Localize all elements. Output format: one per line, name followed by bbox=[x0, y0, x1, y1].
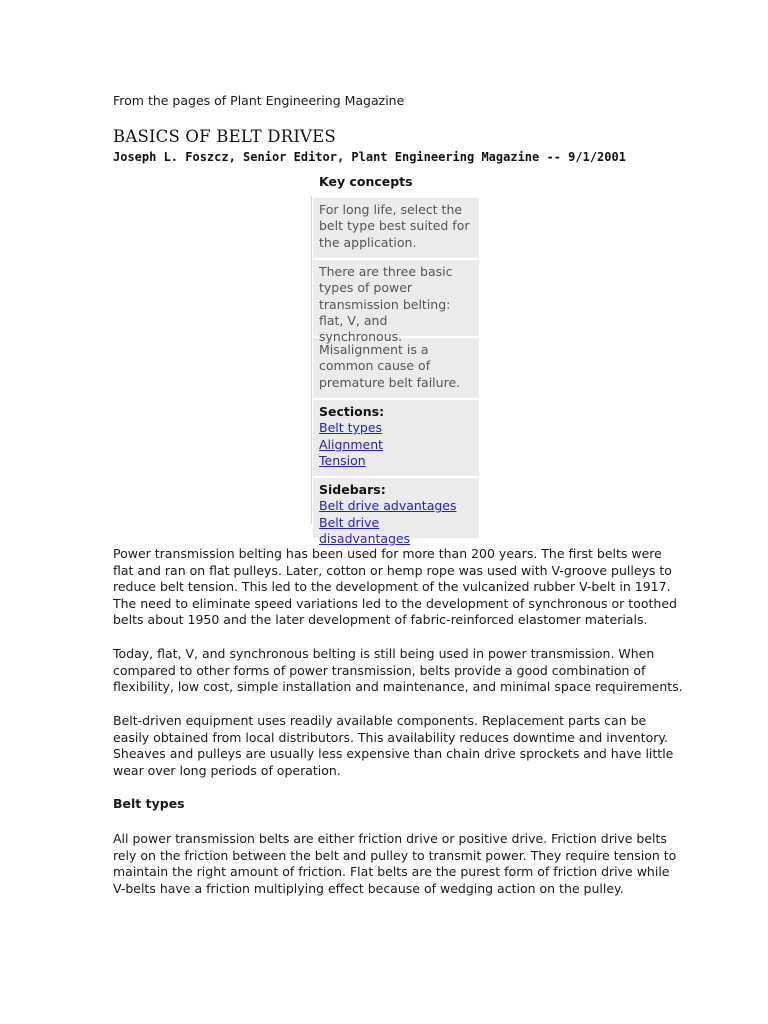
key-concepts-heading: Key concepts bbox=[319, 174, 413, 189]
body-paragraph: All power transmission belts are either friction drive or positive drive. Friction drive belts rely on the friction between the belt and pulley to transmit power. They require tension to maintain the right amount of friction. Flat belts are the purest form of friction drive while V-belts have a friction multiplying effect because of wedging action on the pulley. bbox=[113, 831, 677, 896]
key-concept-item: There are three basic types of power transmission belting: flat, V, and synchronous. bbox=[313, 258, 479, 336]
source-line: From the pages of Plant Engineering Magazine bbox=[113, 93, 405, 108]
body-paragraph: Belt-driven equipment uses readily available components. Replacement parts can be easily obtained from local distributors. This availability reduces downtime and inventory. Sheaves and pulleys are usually less expensive than chain drive sprockets and have little wear over long periods of operation. bbox=[113, 713, 674, 778]
body-paragraph: Today, flat, V, and synchronous belting is still being used in power transmission. When compared to other forms of power transmission, belts provide a good combination of flexibility, low cost, simple installation and maintenance, and minimal space requirements. bbox=[113, 646, 683, 694]
article-title: BASICS OF BELT DRIVES bbox=[113, 127, 336, 146]
sidebars-cell bbox=[313, 476, 479, 546]
key-concept-item: Misalignment is a common cause of premature belt failure. bbox=[313, 336, 479, 398]
link-belt-drive-advantages[interactable]: Belt drive advantages bbox=[319, 498, 457, 514]
link-tension[interactable]: Tension bbox=[319, 452, 366, 468]
link-belt-drive-disadvantages[interactable]: Belt drive disadvantages bbox=[319, 514, 411, 546]
article-byline: Joseph L. Foszcz, Senior Editor, Plant Engineering Magazine -- 9/1/2001 bbox=[113, 150, 626, 164]
key-concepts-divider bbox=[311, 196, 312, 524]
key-concepts-box bbox=[313, 172, 479, 546]
link-alignment[interactable]: Alignment bbox=[319, 436, 384, 452]
section-heading-belt-types: Belt types bbox=[113, 796, 185, 811]
sidebars-heading: Sidebars: bbox=[319, 482, 386, 497]
sections-heading: Sections: bbox=[319, 404, 385, 419]
body-paragraph: Power transmission belting has been used for more than 200 years. The first belts were flat and ran on flat pulleys. Later, cotton or hemp rope was used with V-groove pulleys to reduce belt tension. This led to the development of the vulcanized rubber V-belt in 1917. The need to eliminate speed variations led to the development of synchronous or toothed belts about 1950 and the later development of fabric-reinforced elastomer materials. bbox=[113, 546, 677, 627]
sections-cell bbox=[313, 398, 479, 476]
link-belt-types[interactable]: Belt types bbox=[319, 420, 383, 436]
key-concept-item: For long life, select the belt type best suited for the application. bbox=[313, 196, 479, 258]
